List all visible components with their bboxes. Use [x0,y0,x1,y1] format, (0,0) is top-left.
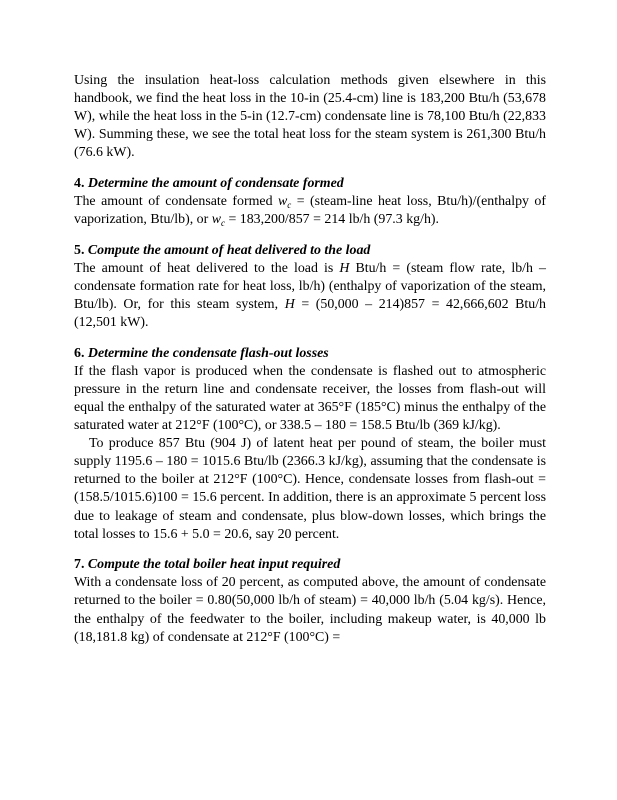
step-5-number: 5. [74,242,85,258]
step-5-section [74,242,546,332]
step-7-title: Compute the total boiler heat input required [87,557,341,573]
step-7-section [74,556,546,646]
step-6-heading [74,345,546,363]
step-6-paragraph-1: If the flash vapor is produced when the condensate is flashed out to atmospheric pressure in the return line and condensate receiver, the losses from flash-out will equal the enthalpy of the saturated water at 365°F (185°C) minus the enthalpy of the saturated water at 212°F (100°C), or 338.5 – 180 = 158.5 Btu/lb (369 kJ/kg). [74,363,546,434]
step-4-text-3: = 183,200/857 = 214 lb/h (97.3 kg/h). [225,212,439,228]
step-4-number: 4. [74,175,85,191]
step-6-paragraph-2: To produce 857 Btu (904 J) of latent heat per pound of steam, the boiler must supply 1195.6 – 180 = 1015.6 Btu/lb (2366.3 kJ/kg), assuming that the condensate is returned to the boiler at 212°F (100°C). Hence, condensate losses from flash-out = (158.5/1015.6)100 = 15.6 percent. In addition, there is an approximate 5 percent loss due to leakage of steam and condensate, plus blow-down losses, which brings the total losses to 15.6 + 5.0 = 20.6, say 20 percent. [74,436,546,542]
intro-paragraph: Using the insulation heat-loss calculation methods given elsewhere in this handbook, we find the heat loss in the 10-in (25.4-cm) line is 183,200 Btu/h (53,678 W), while the heat loss in the 5-in (12.7-cm) condensate line is 78,100 Btu/h (22,833 W). Summing these, we see the total heat loss for the steam system is 261,300 Btu/h (76.6 kW). [74,73,546,161]
step-4-paragraph [74,193,546,229]
step-7-number: 7. [74,557,85,573]
step-6-section [74,345,546,544]
step-4-text-2: = (steam-line heat loss, Btu/h)/(enthalpy of vaporization, Btu/lb), or [74,194,547,228]
step-4-section [74,175,546,229]
step-7-heading [74,556,546,574]
step-4-sub-1: c [287,200,292,211]
step-6-number: 6. [74,345,85,361]
step-4-var-1: w [278,194,288,210]
step-4-var-2: w [211,212,221,228]
step-4-heading [74,175,546,193]
step-4-sub-2: c [221,218,225,229]
step-5-title: Compute the amount of heat delivered to the load [87,242,371,258]
step-5-var-1: H [339,260,350,276]
document-page [74,72,546,647]
step-6-title: Determine the condensate flash-out losses [87,345,329,361]
step-5-text-1: The amount of heat delivered to the load is [74,260,340,276]
step-5-text-2: Btu/h = (steam flow rate, lb/h – condensate formation rate for heat loss, lb/h) (enthalpy of vaporization of the steam, Btu/lb). Or, for this steam system, [74,260,546,313]
step-5-paragraph [74,260,546,332]
step-5-heading [74,242,546,260]
step-7-paragraph-1: With a condensate loss of 20 percent, as computed above, the amount of condensate returned to the boiler = 0.80(50,000 lb/h of steam) = 40,000 lb/h (5.04 kg/s). Hence, the enthalpy of the feedwater to the boiler, including makeup water, is 40,000 lb (18,181.8 kg) of condensate at 212°F (100°C) = [74,575,546,645]
step-4-title: Determine the amount of condensate formed [87,175,344,191]
step-4-text-1: The amount of condensate formed [74,194,278,210]
step-5-var-2: H [284,297,295,313]
step-5-text-3: = (50,000 – 214)857 = 42,666,602 Btu/h (12,501 kW). [74,297,546,331]
